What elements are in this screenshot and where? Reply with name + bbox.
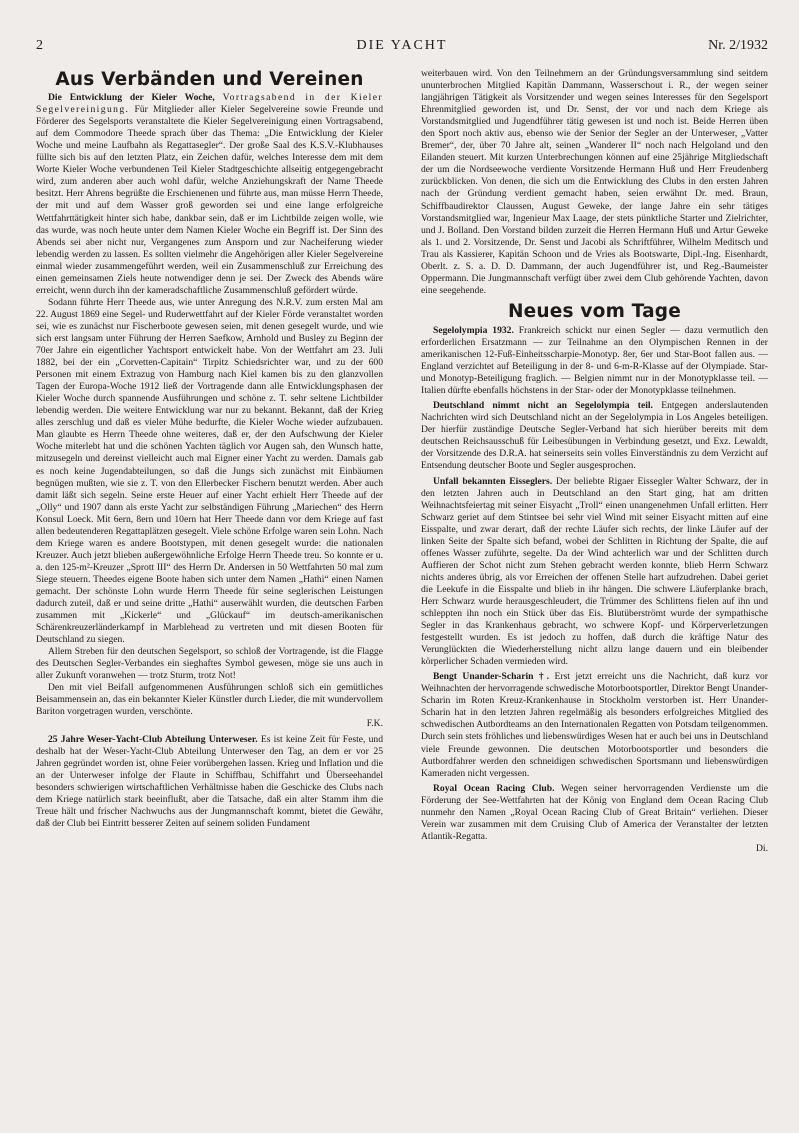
unander-article-title: Bengt Unander-Scharin †. bbox=[433, 671, 550, 683]
olympia-article-text: Frankreich schickt nur einen Segler — dazu vermutlich den erforderlichen Ersatzmann — zur Teilnahme an den Olympischen Rennen in der amerikanischen 12-Fuß-Einheitsscharpie-Monotyp. 8er, 6er und Star-Boot fallen aus. — England verzichtet auf Beteiligung in der 8- und 6-m-R-Klasse auf der Olympiade. Star- und Monotyp-Beteiligung fraglich. — Belgien nimmt nur in der Monotypklasse teil. — Italien dürfte ebenfalls höchstens in der Star- oder der Monotypklasse teilnehmen. bbox=[421, 324, 768, 397]
unander-article bbox=[421, 671, 768, 779]
kiel-article-intro bbox=[36, 92, 383, 297]
right-column bbox=[421, 68, 768, 1103]
deutschland-article bbox=[421, 400, 768, 472]
deutschland-article-title: Deutschland nimmt nicht an Segelolympia teil. bbox=[433, 400, 653, 412]
section-heading-neues: Neues vom Tage bbox=[508, 300, 681, 322]
olympia-article-title: Segelolympia 1932. bbox=[433, 324, 514, 336]
page-header bbox=[36, 38, 768, 58]
deutschland-article-text: Entgegen anderslautenden Nachrichten wird sich Deutschland nicht an der Segelolympia in Los Angeles beteiligen. Der hierfür zuständige Deutsche Segler-Verband hat sich hierüber bereits mit dem deutschen Reichsausschuß für Leibesübungen in Verbindung gesetzt, und Exz. Lewaldt, der Vorsitzende des D.R.A. hat seinerseits sein volles Einverständnis zu dem Verzicht auf Entsendung deutscher Boote und Segler ausgesprochen. bbox=[421, 400, 768, 472]
weser-article bbox=[36, 734, 383, 830]
unander-article-text: Erst jetzt erreicht uns die Nachricht, daß kurz vor Weihnachten der hervorragende schwedische Motorbootsportler, Direktor Bengt Unander-Scharin im Roten Kreuz-Krankenhause in Stockholm verstorben ist. Herr Unander-Scharin hat in den letzten Jahren regelmäßig als besonders erfolgreiches Mitglied des schwedischen Autbordteams an den Internationalen Regatten von Potsdam teilgenommen. Durch sein stets fröhliches und liebenswürdiges Wesen hat er auch bei uns in Deutschland viele Freunde gewonnen. Die deutschen Motorbootsportler und besonders die Autbordfahrer werden den schneidigen schwedischen Sportsmann und liebenswürdigen Kameraden nicht vergessen. bbox=[421, 671, 768, 779]
olympia-article bbox=[421, 325, 768, 397]
weser-article-title: 25 Jahre Weser-Yacht-Club Abteilung Unterweser. bbox=[48, 733, 258, 745]
unfall-article-text: Der beliebte Rigaer Eissegler Walter Schwarz, der in den letzten Jahren auch in Deutschland an den Start ging, hat am dritten Weihnachtsfeiertag mit seiner Eisyacht „Troll“ einen unangenehmen Unfall erlitten. Herr Schwarz geriet auf dem Stintsee bei sehr viel Wind mit seiner Eisyacht mitten auf eine Eisspalte, und zwar derart, daß der rechte Läufer sich rechts, der linke Läufer auf der linken Seite der Spalte sich befand, wobei der Schlitten in Richtung der Spalte, die auf offenes Wasser zuführte, segelte. Da der Wind achterlich war und der Schlitten durch Auffieren der Schot nicht zum Stehen gebracht werden konnte, blieb Herrn Schwarz nichts anderes übrig, als vor Erreichen der offenen Stelle hart aufzudrehen. Dabei geriet die Leekufe in die Eisspalte und blieb in ihr hängen. Die schwere Läuferplanke brach, Herr Schwarz wurde herausgeschleudert, die Trümmer des Schlittens fielen auf ihn und schleppten ihn noch ein Stück über das Eis. Blutüberströmt wurde der sympathische Segler in das Krankenhaus gebracht, wo schwere Kopf- und Körperverletzungen festgestellt wurden. Es ist jedoch zu hoffen, daß durch die kräftige Natur des Verunglückten die Wiederherstellung nicht allzu lange dauern und ein bleibender körperlicher Schaden vermieden wird. bbox=[421, 475, 768, 668]
unfall-article-title: Unfall bekannten Eisseglers. bbox=[433, 475, 553, 487]
kiel-article-title: Die Entwicklung der Kieler Woche, bbox=[48, 92, 215, 104]
kiel-article-p2: Sodann führte Herr Theede aus, wie unter Anregung des N.R.V. zum ersten Mal am 22. August 1869 eine Segel- und Ruderwettfahrt auf der Kieler Förde veranstaltet worden sei, wie es zunächst nur Fischerboote gewesen seien, mit denen gesegelt wurde, und wie sich erst langsam unter Führung der Herren Saefkow, Arnhold und Busley zu Beginn der 70er Jahre ein eigentlicher Yachtsport entwickelt habe. Von der Wettfahrt am 23. Juli 1882, bei der ein „Corvetten-Capitain“ Tirpitz Schiedsrichter war, und zu der 600 Personen mit einem Extrazug von Hamburg nach Kiel kamen bis zu den glanzvollen Tagen der Europa-Woche 1912 ließ der Vortragende dann alle Entwicklungsphasen der Kieler Woche durch spannende Ausführungen und schöne z. T. sehr seltene Lichtbilder lebendig werden. Die weitere Entwicklung war nur zu bekannt. Bekannt, daß der Krieg alles zerschlug und daß es vieler Mühe bedurfte, die Kieler Woche wieder aufzubauen. Man glaubte es Herrn Theede ohne weiteres, daß er, der den Aufschwung der Kieler Woche miterlebt hat und die schönen Yachten täglich vor Augen sah, den Wunsch hatte, mitzusegeln und dereinst vielleicht auch mal Eigner einer Yacht zu werden. Damals gab es noch keine Jugendabteilungen, so daß die Jungs sich zunächst mit Einbäumen begnügen mußten, wie sie z. T. von den Ellerbecker Fischern benutzt werden. Aber auch damit läßt sich segeln. Seine erste Heuer auf einer Yacht erhielt Herr Theede auf der „Olly“ und 1907 dann als erste Yacht zur selbständigen Führung „Mariechen“ des Herrn Konsul Loeck. Mit 6ern, 8ern und 10ern hat Herr Theede dann vor dem Kriege auf fast allen bedeutenderen Regattaplätzen gesegelt. Viele schöne Erfolge waren sein Lohn. Nach dem Kriege waren es andere Bootstypen, mit denen gesegelt wurde: die nationalen Kreuzer. Auch jetzt blieben außergewöhnliche Erfolge Herrn Theede treu. So konnte er u. a. den 125-m²-Kreuzer „Sprott III“ des Herrn Dr. Andersen in 50 Wettfahrten 50 mal zum Siege steuern. Theedes eigene Boote haben sich unter dem Namen „Hathi“ einen Namen gemacht. Der schönste Lohn wurde Herrn Theede für seine seglerischen Leistungen dadurch zuteil, daß er und seine dritte „Hathi“ auserwählt wurden, die deutschen Farben zusammen mit „Kickerle“ und „Glückauf“ im deutsch-amerikanischen Schärenkreuzerländerkampf in Marblehead zu vertreten und mit diesen Booten für Deutschland zu siegen. bbox=[36, 296, 383, 646]
weser-article-continued: weiterbauen wird. Von den Teilnehmern an der Gründungsversammlung sind seitdem ununterbrochen Mitglied Kapitän Dammann, Wasserschout i. R., der wegen seiner langjährigen Tätigkeit als Vorsitzender und wegen seines Interesses für den Segelsport Ehrenmitglied geworden ist, und Dr. Senst, der vor und nach dem Kriege als Vorstandsmitglied und Jugendführer tätig gewesen ist und noch ist. Beide Herren üben den Sport noch aktiv aus, ebenso wie der Senior der Segler an der Unterweser, „Vatter Bremer“, der, über 70 Jahre alt, seinen „Wanderer II“ noch nach Helgoland und den Eilanden steuert. Mit kurzen Unterbrechungen können auf eine 25jährige Mitgliedschaft der um die Nordseewoche verdiente Vorsitzende Hermann Huß und Herr Freudenberg zurückblicken. Von denen, die sich um die Entwicklung des Clubs in den ersten Jahren nach der Gründung verdient gemacht haben, seien erwähnt Dr. med. Braun, Schiffbaudirektor Claussen, August Geweke, der lange Jahre ein sehr tätiges Vorstandsmitglied war, Ingenieur Max Laage, der stets pünktliche Starter und Zielrichter, und J. Bolland. Den Vorstand bilden zurzeit die Herren Hermann Huß und Artur Geweke als 1. und 2. Vorsitzende, Dr. Senst und Jacobi als Schriftführer, Wilhelm Meditsch und Trau als Kassierer, Kapitän Schoon und de Vries als Bootswarte, Dipl.-Ing. Eisenhardt, Oberlt. z. S. a. D. D. Dammann, der auch Jugendführer ist, und Reg.-Baumeister Oppermann. Die Jungmannschaft verfügt über zwei dem Club gehörende Yachten, davon eine seegehende. bbox=[421, 68, 768, 296]
royal-article-text: Wegen seiner hervorragenden Verdienste um die Förderung der See-Wettfahrten hat der König von England dem Ocean Racing Club nunmehr den Namen „Royal Ocean Racing Club of Great Britain“ verliehen. Dieser Verein war zusammen mit dem Cruising Club of America der Veranstalter der letzten Atlantik-Regatta. bbox=[421, 782, 768, 842]
weser-article-text: Es ist keine Zeit für Feste, und deshalb hat der Weser-Yacht-Club Abteilung Unterweser den Tag, an dem er vor 25 Jahren gegründet worden ist, ohne Feier vorübergehen lassen. Krieg und Inflation und die an der Unterweser infolge der Flaute in Schiffbau, Schiffahrt und Überseehandel besonders schwierigen wirtschaftlichen Verhältnisse haben die Geschicke des Clubs nach dem Kriege natürlich stark beeinflußt, aber die Tatsache, daß ein alter Stamm ihm die Treue hält und frischer Nachwuchs aus der Jungmannschaft kommt, bietet die Gewähr, daß der Club bei Eintritt besserer Zeiten auf seinem soliden Fundament bbox=[36, 733, 383, 829]
royal-article bbox=[421, 783, 768, 843]
kiel-article-signature: F.K. bbox=[366, 718, 383, 730]
royal-article-title: Royal Ocean Racing Club. bbox=[433, 782, 555, 794]
royal-article-signature: Di. bbox=[756, 842, 768, 854]
kiel-article-p4-text: Den mit viel Beifall aufgenommenen Ausführungen schloß sich ein gemütliches Beisammensein an, das ein bekannter Kieler Künstler durch Lieder, die mit wundervollem Bariton vorgetragen wurden, verschönte. bbox=[36, 682, 383, 718]
issue-number: Nr. 2/1932 bbox=[708, 38, 768, 53]
kiel-article-p1: Für Mitglieder aller Kieler Segelvereine sowie Freunde und Förderer des Segelsports veranstaltete die Kieler Segelvereinigung einen Vortragsabend, auf dem Commodore Theede sprach über das Thema: „Die Entwicklung der Kieler Woche und meine Laufbahn als Regattasegler“. Der große Saal des K.S.V.-Klubhauses füllte sich bis auf den letzten Platz, ein Zeichen dafür, welches Interesse dem mit dem Worte Kieler Woche verbundenen Teil Kieler Stadtgeschichte allseitig entgegengebracht wird, zum anderen aber auch wohl dafür, welche Anziehungskraft der Name Theede besitzt. Herr Ahrens begrüßte die Erschienenen und führte aus, man müsse Herrn Theede, der mit und auf dem Wasser groß geworden sei und eine lange erfolgreiche Wettfahrttätigkeit hinter sich habe, dankbar sein, daß er im Lichtbilde zeigen wolle, wie das wurde, was noch heute unter dem Namen Kieler Woche ein Begriff ist. Der Sinn des Abends sei aber nicht nur, Vergangenes zum Ansporn und zur Nacheiferung wieder lebendig werden zu lassen. Es sollten vielmehr die Angehörigen aller Kieler Segelvereine einmal wieder zusammengeführt werden, weil ein Zusammenschluß zur Erreichung des einen gemeinsamen Ziels heute notwendiger denn je sei. Der Zweck des Abends wäre erreicht, wenn durch ihn der kameradschaftliche Zusammenschluß gefördert würde. bbox=[36, 104, 383, 296]
section-heading-verbaende: Aus Verbänden und Vereinen bbox=[55, 69, 364, 90]
magazine-title: DIE YACHT bbox=[356, 38, 448, 53]
left-column bbox=[36, 68, 383, 1103]
unfall-article bbox=[421, 476, 768, 669]
kiel-article-p4 bbox=[36, 682, 383, 718]
kiel-article-subtitle: Vortragsabend in der Kieler Segelvereinigung. bbox=[36, 92, 383, 116]
kiel-article-p3: Allem Streben für den deutschen Segelsport, so schloß der Vortragende, ist die Flagge des Deutschen Segler-Verbandes ein sieghaftes Symbol gewesen, möge sie uns auch in aller Zukunft voranwehen — trotz Sturm, trotz Not! bbox=[36, 646, 383, 682]
page-number: 2 bbox=[36, 38, 43, 53]
